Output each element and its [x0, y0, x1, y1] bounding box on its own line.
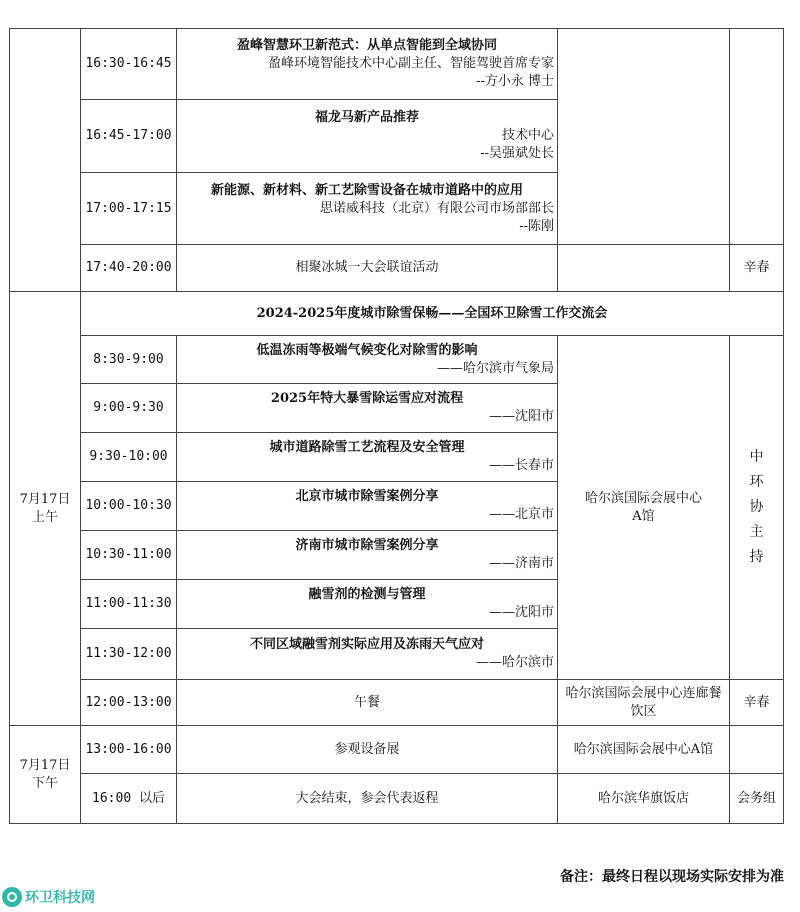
talk-title: 新能源、新材料、新工艺除雪设备在城市道路中的应用	[210, 182, 523, 198]
venue-cell: 哈尔滨国际会展中心A馆	[558, 726, 730, 774]
talk-title: 济南市城市除雪案例分享	[295, 538, 439, 553]
speaker-name: ——沈阳市	[488, 605, 554, 620]
table-row	[10, 245, 784, 292]
speaker-name: ——济南市	[488, 556, 554, 571]
time-cell: 13:00-16:00	[81, 726, 177, 774]
speaker-name: ——长春市	[488, 458, 554, 473]
globe-icon	[2, 887, 22, 907]
time-cell: 10:30-11:00	[81, 531, 177, 580]
speaker-name: ——北京市	[488, 507, 554, 522]
host-cell: 辛春	[730, 680, 784, 726]
time-cell: 11:30-12:00	[81, 629, 177, 680]
venue-cell-empty	[558, 245, 730, 292]
speaker-line: 思诺威科技（北京）有限公司市场部部长	[319, 200, 554, 216]
date-label: 7月17日 下午	[19, 757, 71, 791]
host-cell: 会务组	[730, 774, 784, 824]
talk-title: 低温冻雨等极端气候变化对除雪的影响	[256, 342, 478, 358]
topic-cell	[177, 433, 558, 482]
talk-title: 福龙马新产品推荐	[314, 110, 419, 125]
date-label: 7月17日 上午	[19, 491, 71, 525]
talk-title: 城市道路除雪工艺流程及安全管理	[269, 440, 465, 455]
venue-cell	[558, 336, 730, 680]
topic-cell	[177, 100, 558, 173]
host-cell	[730, 336, 784, 680]
table-row	[10, 336, 784, 384]
time-cell: 8:30-9:00	[81, 336, 177, 384]
host-char: 中	[749, 449, 764, 465]
speaker-line: 技术中心	[501, 128, 554, 143]
talk-title: 2025年特大暴雪除运雪应对流程	[270, 391, 464, 406]
speaker-name: --陈刚	[519, 218, 554, 234]
venue-cell-empty	[558, 29, 730, 245]
time-cell: 17:00-17:15	[81, 173, 177, 245]
table-row	[10, 29, 784, 100]
host-cell	[730, 726, 784, 774]
time-cell: 9:30-10:00	[81, 433, 177, 482]
topic-cell: 参观设备展	[177, 726, 558, 774]
topic-cell	[177, 29, 558, 100]
date-cell	[10, 726, 81, 824]
logo-text: 环卫科技网	[25, 890, 95, 906]
talk-title: 北京市城市除雪案例分享	[295, 489, 439, 504]
topic-cell	[177, 336, 558, 384]
topic-cell	[177, 531, 558, 580]
host-char: 主	[749, 524, 764, 540]
schedule-table	[9, 28, 784, 824]
talk-title: 融雪剂的检测与管理	[308, 587, 426, 602]
topic-cell: 大会结束，参会代表返程	[177, 774, 558, 824]
venue-cell: 哈尔滨国际会展中心连廊餐饮区	[558, 680, 730, 726]
venue-label: 哈尔滨国际会展中心 A馆	[584, 490, 702, 524]
table-row	[10, 726, 784, 774]
time-cell: 12:00-13:00	[81, 680, 177, 726]
topic-cell	[177, 629, 558, 680]
topic-cell	[177, 580, 558, 629]
topic-cell	[177, 482, 558, 531]
date-cell-empty	[10, 29, 81, 292]
speaker-name: ——哈尔滨市	[475, 655, 554, 670]
time-cell: 11:00-11:30	[81, 580, 177, 629]
talk-title: 不同区域融雪剂实际应用及冻雨天气应对	[249, 637, 484, 652]
time-cell: 16:30-16:45	[81, 29, 177, 100]
watermark-logo	[2, 887, 95, 907]
time-cell: 16:45-17:00	[81, 100, 177, 173]
topic-cell	[177, 384, 558, 433]
table-row	[10, 774, 784, 824]
host-char: 环	[749, 474, 764, 490]
topic-cell: 相聚冰城一大会联谊活动	[177, 245, 558, 292]
host-vertical-text	[733, 445, 780, 570]
section-title: 2024-2025年度城市除雪保畅——全国环卫除雪工作交流会	[81, 292, 784, 336]
table-row	[10, 680, 784, 726]
speaker-name: --吴强斌处长	[480, 146, 554, 161]
venue-cell: 哈尔滨华旗饭店	[558, 774, 730, 824]
time-cell: 9:00-9:30	[81, 384, 177, 433]
host-cell-empty	[730, 29, 784, 245]
speaker-name: --方小永 博士	[476, 74, 554, 89]
time-cell: 17:40-20:00	[81, 245, 177, 292]
talk-title: 盈峰智慧环卫新范式：从单点智能到全域协同	[236, 38, 497, 53]
speaker-name: ——沈阳市	[488, 409, 554, 424]
topic-cell	[177, 173, 558, 245]
host-char: 协	[749, 499, 764, 515]
footnote: 备注：最终日程以现场实际安排为准	[560, 869, 784, 885]
time-cell: 10:00-10:30	[81, 482, 177, 531]
date-cell	[10, 292, 81, 726]
speaker-line: 盈峰环境智能技术中心副主任、智能驾驶首席专家	[267, 56, 554, 71]
section-row	[10, 292, 784, 336]
time-cell: 16:00 以后	[81, 774, 177, 824]
host-cell: 辛春	[730, 245, 784, 292]
speaker-name: ——哈尔滨市气象局	[436, 360, 554, 376]
topic-cell: 午餐	[177, 680, 558, 726]
host-char: 持	[749, 549, 764, 565]
